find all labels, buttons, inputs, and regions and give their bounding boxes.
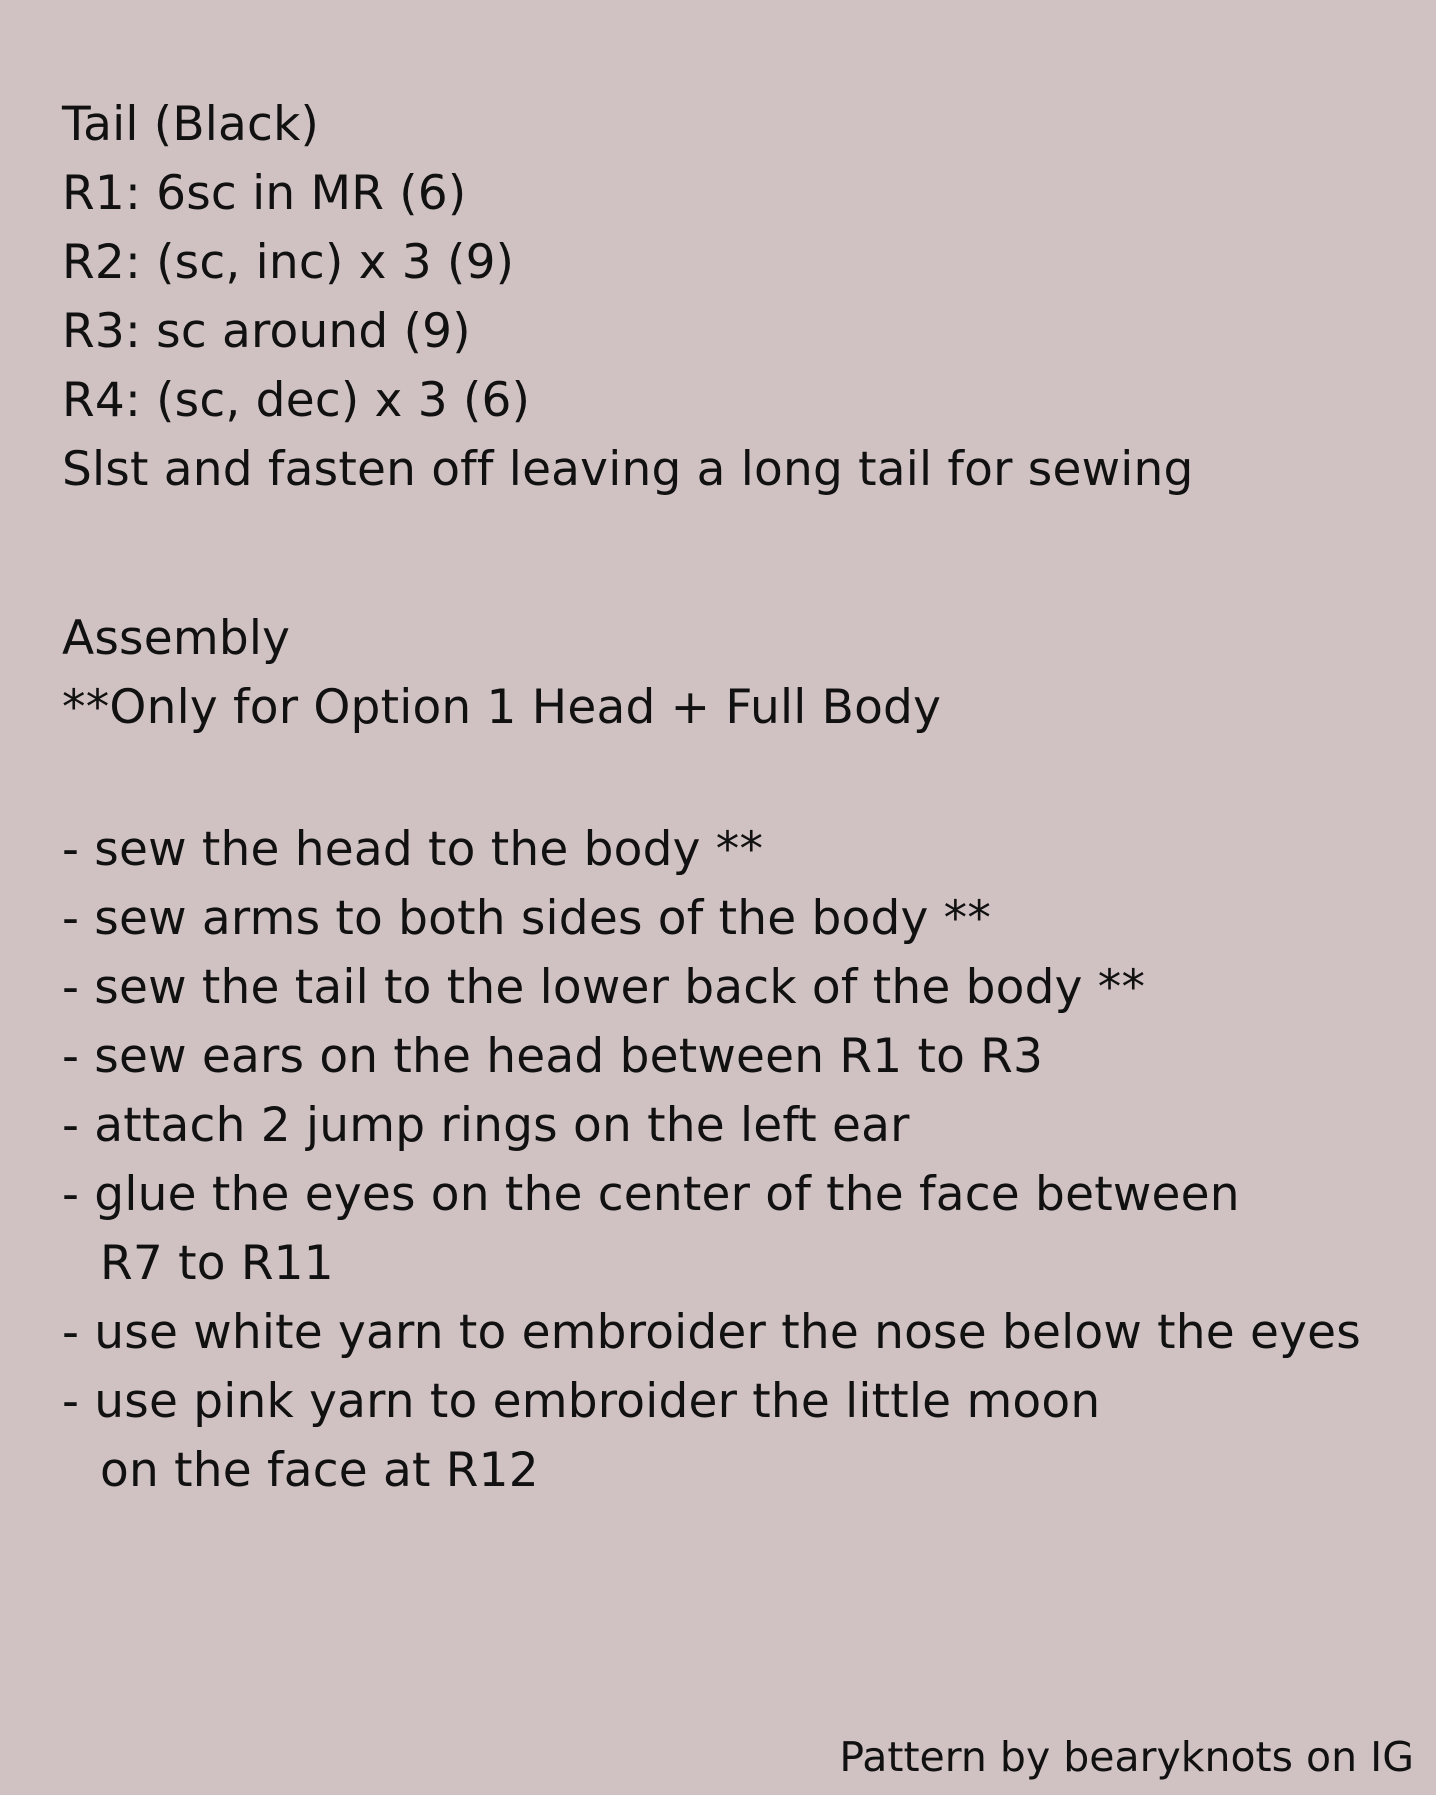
pattern-credit: Pattern by bearyknots on IG bbox=[839, 1733, 1414, 1781]
pattern-document bbox=[62, 90, 1422, 1505]
tail-row-1: R1: 6sc in MR (6) bbox=[62, 166, 467, 221]
assembly-step: - sew the head to the body ** bbox=[62, 822, 764, 877]
section-spacer bbox=[62, 504, 1422, 604]
assembly-step: - sew the tail to the lower back of the body ** bbox=[62, 960, 1146, 1015]
section-spacer bbox=[62, 742, 1422, 815]
assembly-step: - attach 2 jump rings on the left ear bbox=[62, 1098, 910, 1153]
assembly-step-continuation: on the face at R12 bbox=[100, 1443, 539, 1498]
assembly-step: - use white yarn to embroider the nose below the eyes bbox=[62, 1305, 1361, 1360]
tail-row-4: R4: (sc, dec) x 3 (6) bbox=[62, 373, 531, 428]
assembly-step: - use pink yarn to embroider the little moon bbox=[62, 1374, 1101, 1429]
assembly-heading: Assembly bbox=[62, 611, 291, 666]
assembly-step-continuation: R7 to R11 bbox=[100, 1236, 334, 1291]
tail-row-3: R3: sc around (9) bbox=[62, 304, 471, 359]
tail-heading: Tail (Black) bbox=[62, 97, 320, 152]
assembly-step: - sew arms to both sides of the body ** bbox=[62, 891, 992, 946]
tail-finish: Slst and fasten off leaving a long tail for sewing bbox=[62, 442, 1194, 497]
tail-row-2: R2: (sc, inc) x 3 (9) bbox=[62, 235, 515, 290]
assembly-step: - sew ears on the head between R1 to R3 bbox=[62, 1029, 1044, 1084]
assembly-step: - glue the eyes on the center of the face between bbox=[62, 1167, 1240, 1222]
assembly-note: **Only for Option 1 Head + Full Body bbox=[62, 680, 942, 735]
